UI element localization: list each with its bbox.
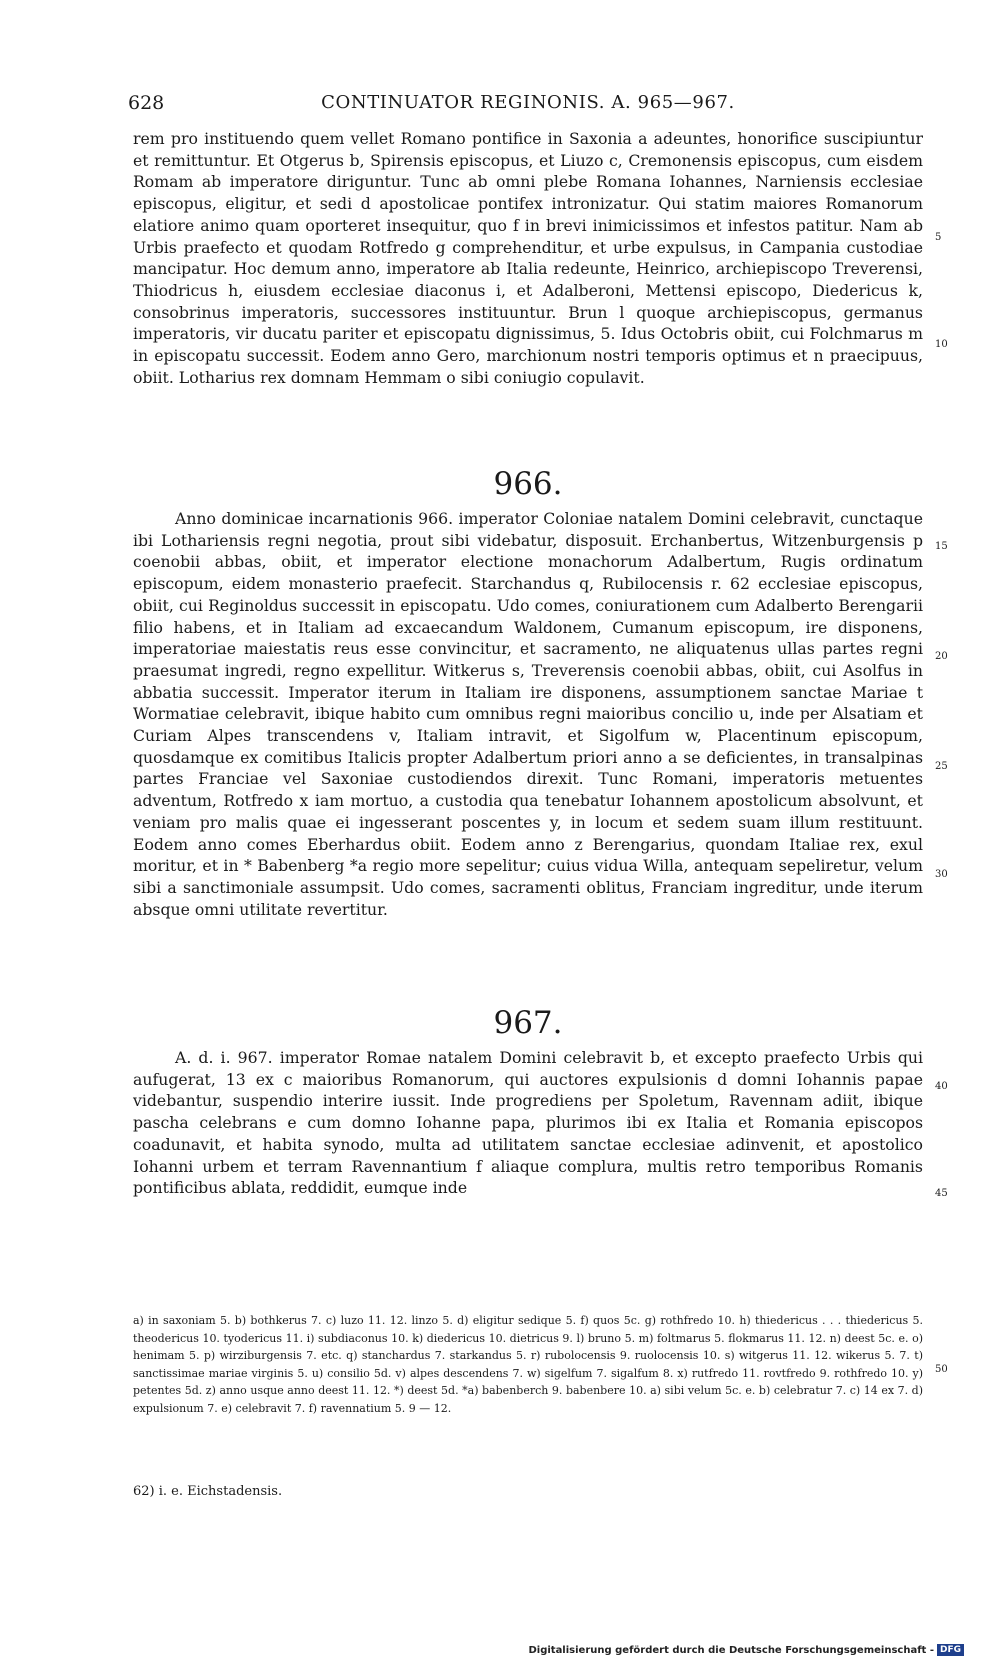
page-number: 628: [128, 92, 165, 114]
paragraph-966: Anno dominicae incarnationis 966. imperator Coloniae natalem Domini celebravit, cunctaque ibi Lothariensis regni negotia, prout sibi videbatur, disposuit. Erchanbertus, Witzenburgensis p coenobii abbas, obiit, et imperator electione monachorum Adalbertum, Rugis ordinatum episcopum, eidem monasterio praefecit. Starchandus q, Rubilocensis r. 62 ecclesiae episcopus, obiit, cui Reginoldus successit in episcopatu. Udo comes, coniurationem cum Adalberto Berengarii filio habens, et in Italiam ad excaecandum Waldonem, Cumanum episcopum, ire disponens, imperatoriae maiestatis reus esse convincitur, et sacramento, ne aliquatenus ullas partes regni praesumat ingredi, regno expellitur. Witkerus s, Treverensis coenobii abbas, obiit, cui Asolfus in abbatia successit. Imperator iterum in Italiam ire disponens, assumptionem sanctae Mariae t Wormatiae celebravit, ibique habito cum omnibus regni maioribus concilio u, inde per Alsatiam et Curiam Alpes transcendens v, Italiam intravit, et Sigolfum w, Placentinum episcopum, quosdamque ex comitibus Italicis propter Adalbertum priori anno a se deficientes, in transalpinas partes Franciae vel Saxoniae custodiendos direxit. Tunc Romani, imperatoris metuentes adventum, Rotfredo x iam mortuo, a custodia qua tenebatur Iohannem apostolicum absolvunt, et veniam pro malis quae ei ingesserant poscentes y, in locum et sedem suam illum restituunt. Eodem anno comes Eberhardus obiit. Eodem anno z Berengarius, quondam Italiae rex, exul moritur, et in * Babenberg *a regio more sepelitur; cuius vidua Willa, antequam sepeliretur, velum sibi a sanctimoniale assumpsit. Udo comes, sacramenti oblitus, Franciam ingreditur, unde iterum absque omni utilitate revertitur.: [133, 509, 923, 919]
paragraph-967: A. d. i. 967. imperator Romae natalem Domini celebravit b, et excepto praefecto Urbis qui aufugerat, 13 ex c maioribus Romanorum, qui auctores expulsionis d domni Iohannis papae videbantur, suspendio interire iussit. Inde progrediens per Spoletum, Ravennam adiit, ibique pascha celebrans e cum domno Iohanne papa, plurimos ibi ex Italia et Romania episcopos coadunavit, et habita synodo, multa ad utilitatem sanctae ecclesiae adinvenit, et apostolico Iohanni urbem et terram Ravennantium f aliaque complura, multis retro temporibus Romanis pontificibus ablata, reddidit, eumque inde: [133, 1048, 923, 1198]
line-number: 5: [935, 232, 942, 243]
running-title: CONTINUATOR REGINONIS. A. 965—967.: [321, 92, 735, 113]
section-966: [133, 464, 923, 920]
critical-apparatus: [133, 1312, 923, 1417]
year-heading-967: 967.: [493, 1005, 563, 1041]
digitization-footer: [528, 1644, 964, 1656]
line-number: 50: [935, 1364, 948, 1375]
line-number: 30: [935, 869, 948, 880]
year-heading-966: 966.: [493, 466, 563, 502]
footnote-62: 62) i. e. Eichstadensis.: [133, 1484, 283, 1499]
line-number: 20: [935, 651, 948, 662]
line-number: 10: [935, 339, 948, 350]
section-965-continuation: [133, 128, 923, 388]
dfg-logo-icon: DFG: [937, 1644, 964, 1656]
line-number: 25: [935, 761, 948, 772]
paragraph-965: rem pro instituendo quem vellet Romano pontifice in Saxonia a adeuntes, honorifice suscipiuntur et remittuntur. Et Otgerus b, Spirensis episcopus, et Liuzo c, Cremonensis episcopus, cum eisdem Romam ab imperatore diriguntur. Tunc ab omni plebe Romana Iohannes, Narniensis ecclesiae episcopus, eligitur, et sedi d apostolicae pontifex intronizatur. Qui statim maiores Romanorum elatiore animo quam oporteret insequitur, quo f in brevi inimicissimos et infestos patitur. Nam ab Urbis praefecto et quodam Rotfredo g comprehenditur, et urbe expulsus, in Campania custodiae mancipatur. Hoc demum anno, imperatore ab Italia redeunte, Heinrico, archiepiscopo Treverensi, Thiodricus h, eiusdem ecclesiae diaconus i, et Adalberoni, Mettensi episcopo, Diedericus k, consobrinus imperatoris, successores instituuntur. Brun l quoque archiepiscopus, germanus imperatoris, vir ducatu pariter et episcopatu dignissimus, 5. Idus Octobris obiit, cui Folchmarus m in episcopatu successit. Eodem anno Gero, marchionum nostri temporis optimus et n praecipuus, obiit. Lotharius rex domnam Hemmam o sibi coniugio copulavit.: [133, 129, 923, 387]
line-number: 15: [935, 541, 948, 552]
footer-text: Digitalisierung gefördert durch die Deutsche Forschungsgemeinschaft -: [528, 1645, 934, 1656]
section-967: [133, 1003, 923, 1199]
apparatus-notes: a) in saxoniam 5. b) bothkerus 7. c) luzo 11. 12. linzo 5. d) eligitur sedique 5. f) quos 5c. g) rothfredo 10. h) thiedericus . . . thiedericus 5. theodericus 10. tyodericus 11. i) subdiaconus 10. k) diedericus 10. dietricus 9. l) bruno 5. m) foltmarus 5. flokmarus 11. 12. n) deest 5c. e. o) henimam 5. p) wirziburgensis 7. etc. q) stanchardus 7. starkandus 5. r) rubolocensis 9. ruolocensis 10. s) witgerus 11. 12. wikerus 5. 7. t) sanctissimae mariae virginis 5. u) consilio 5d. v) alpes descendens 7. w) sigelfum 7. sigalfum 8. x) rutfredo 11. rovtfredo 9. rothfredo 10. y) petentes 5d. z) anno usque anno deest 11. 12. *) deest 5d. *a) babenberch 9. babenbere 10. a) sibi velum 5c. e. b) celebratur 7. c) 14 ex 7. d) expulsionum 7. e) celebravit 7. f) ravennatium 5. 9 — 12.: [133, 1314, 923, 1415]
line-number: 40: [935, 1081, 948, 1092]
page-header: [128, 92, 928, 118]
line-number: 45: [935, 1188, 948, 1199]
